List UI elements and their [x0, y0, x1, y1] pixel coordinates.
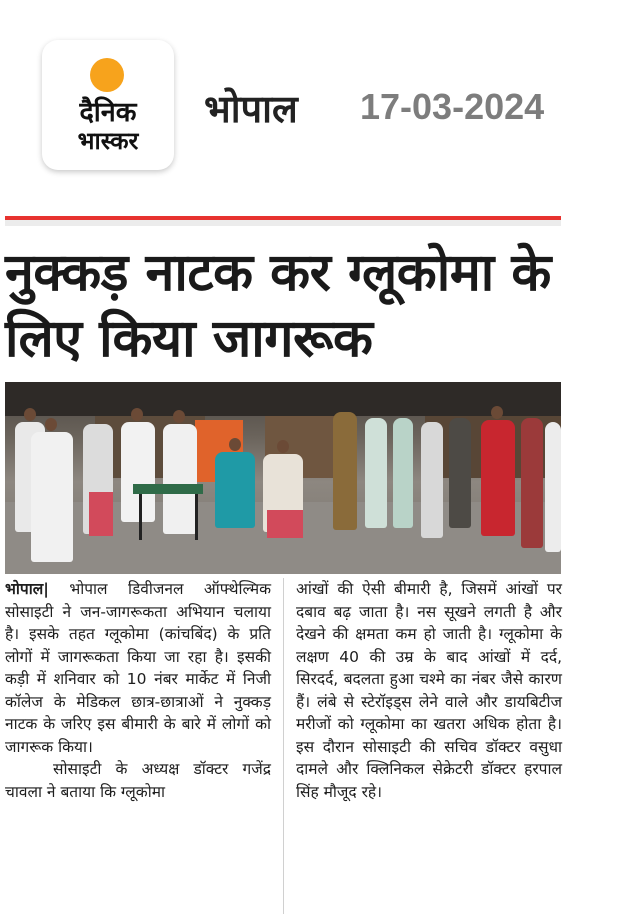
- sun-icon: [90, 58, 124, 92]
- column-divider: [283, 578, 284, 914]
- article-headline: नुक्कड़ नाटक कर ग्लूकोमा के लिए किया जागरूक: [5, 243, 551, 369]
- logo-text-line2: भास्कर: [77, 127, 139, 155]
- article-column-2: आंखों की ऐसी बीमारी है, जिसमें आंखों पर दबाव बढ़ जाता है। नस सूखने लगती है और देखने की क्षमता कम हो जाती है। ग्लूकोमा के लक्षण 40 की उम्र के बाद आंखों में दर्द, सिरदर्द, बदलता हुआ चश्मे का नंबर जैसे कारण हैं। लंबे से स्टेरॉइड्स लेने वाले और डायबिटीज मरीजों को ग्लूकोमा का खतरा अधिक होता है। इस दौरान सोसाइटी की सचिव डॉक्टर वसुधा दामले और क्लिनिकल सेक्रेटरी डॉक्टर हरपाल सिंह मौजूद रहे।: [296, 580, 562, 801]
- article-dateline: भोपाल|: [5, 580, 49, 598]
- street-play-photo: [5, 382, 561, 574]
- edition-date: 17-03-2024: [360, 86, 545, 127]
- article-column-1: [5, 578, 271, 803]
- page-header: [0, 0, 619, 200]
- edition-city: भोपाल: [204, 87, 298, 131]
- article-para-1: [5, 578, 271, 758]
- article-para-1-text: भोपाल डिवीजनल ऑफ्थेल्मिक सोसाइटी ने जन-जागरूकता अभियान चलाया है। इसके तहत ग्लूकोमा (कांचबिंद) के प्रति लोगों में जागरूकता किया जा रहा है। इसकी कड़ी में शनिवार को 10 नंबर मार्केट में निजी कॉलेज के मेडिकल छात्र-छात्राओं ने नुक्कड़ नाटक के जरिए इस बीमारी के बारे में लोगों को जागरूक किया।: [5, 580, 271, 756]
- article-para-2: सोसाइटी के अध्यक्ष डॉक्टर गजेंद्र चावला ने बताया कि ग्लूकोमा: [5, 760, 271, 801]
- dainik-bhaskar-logo[interactable]: [42, 40, 174, 170]
- headline-rule: [5, 216, 561, 226]
- logo-text-line1: दैनिक: [79, 97, 137, 128]
